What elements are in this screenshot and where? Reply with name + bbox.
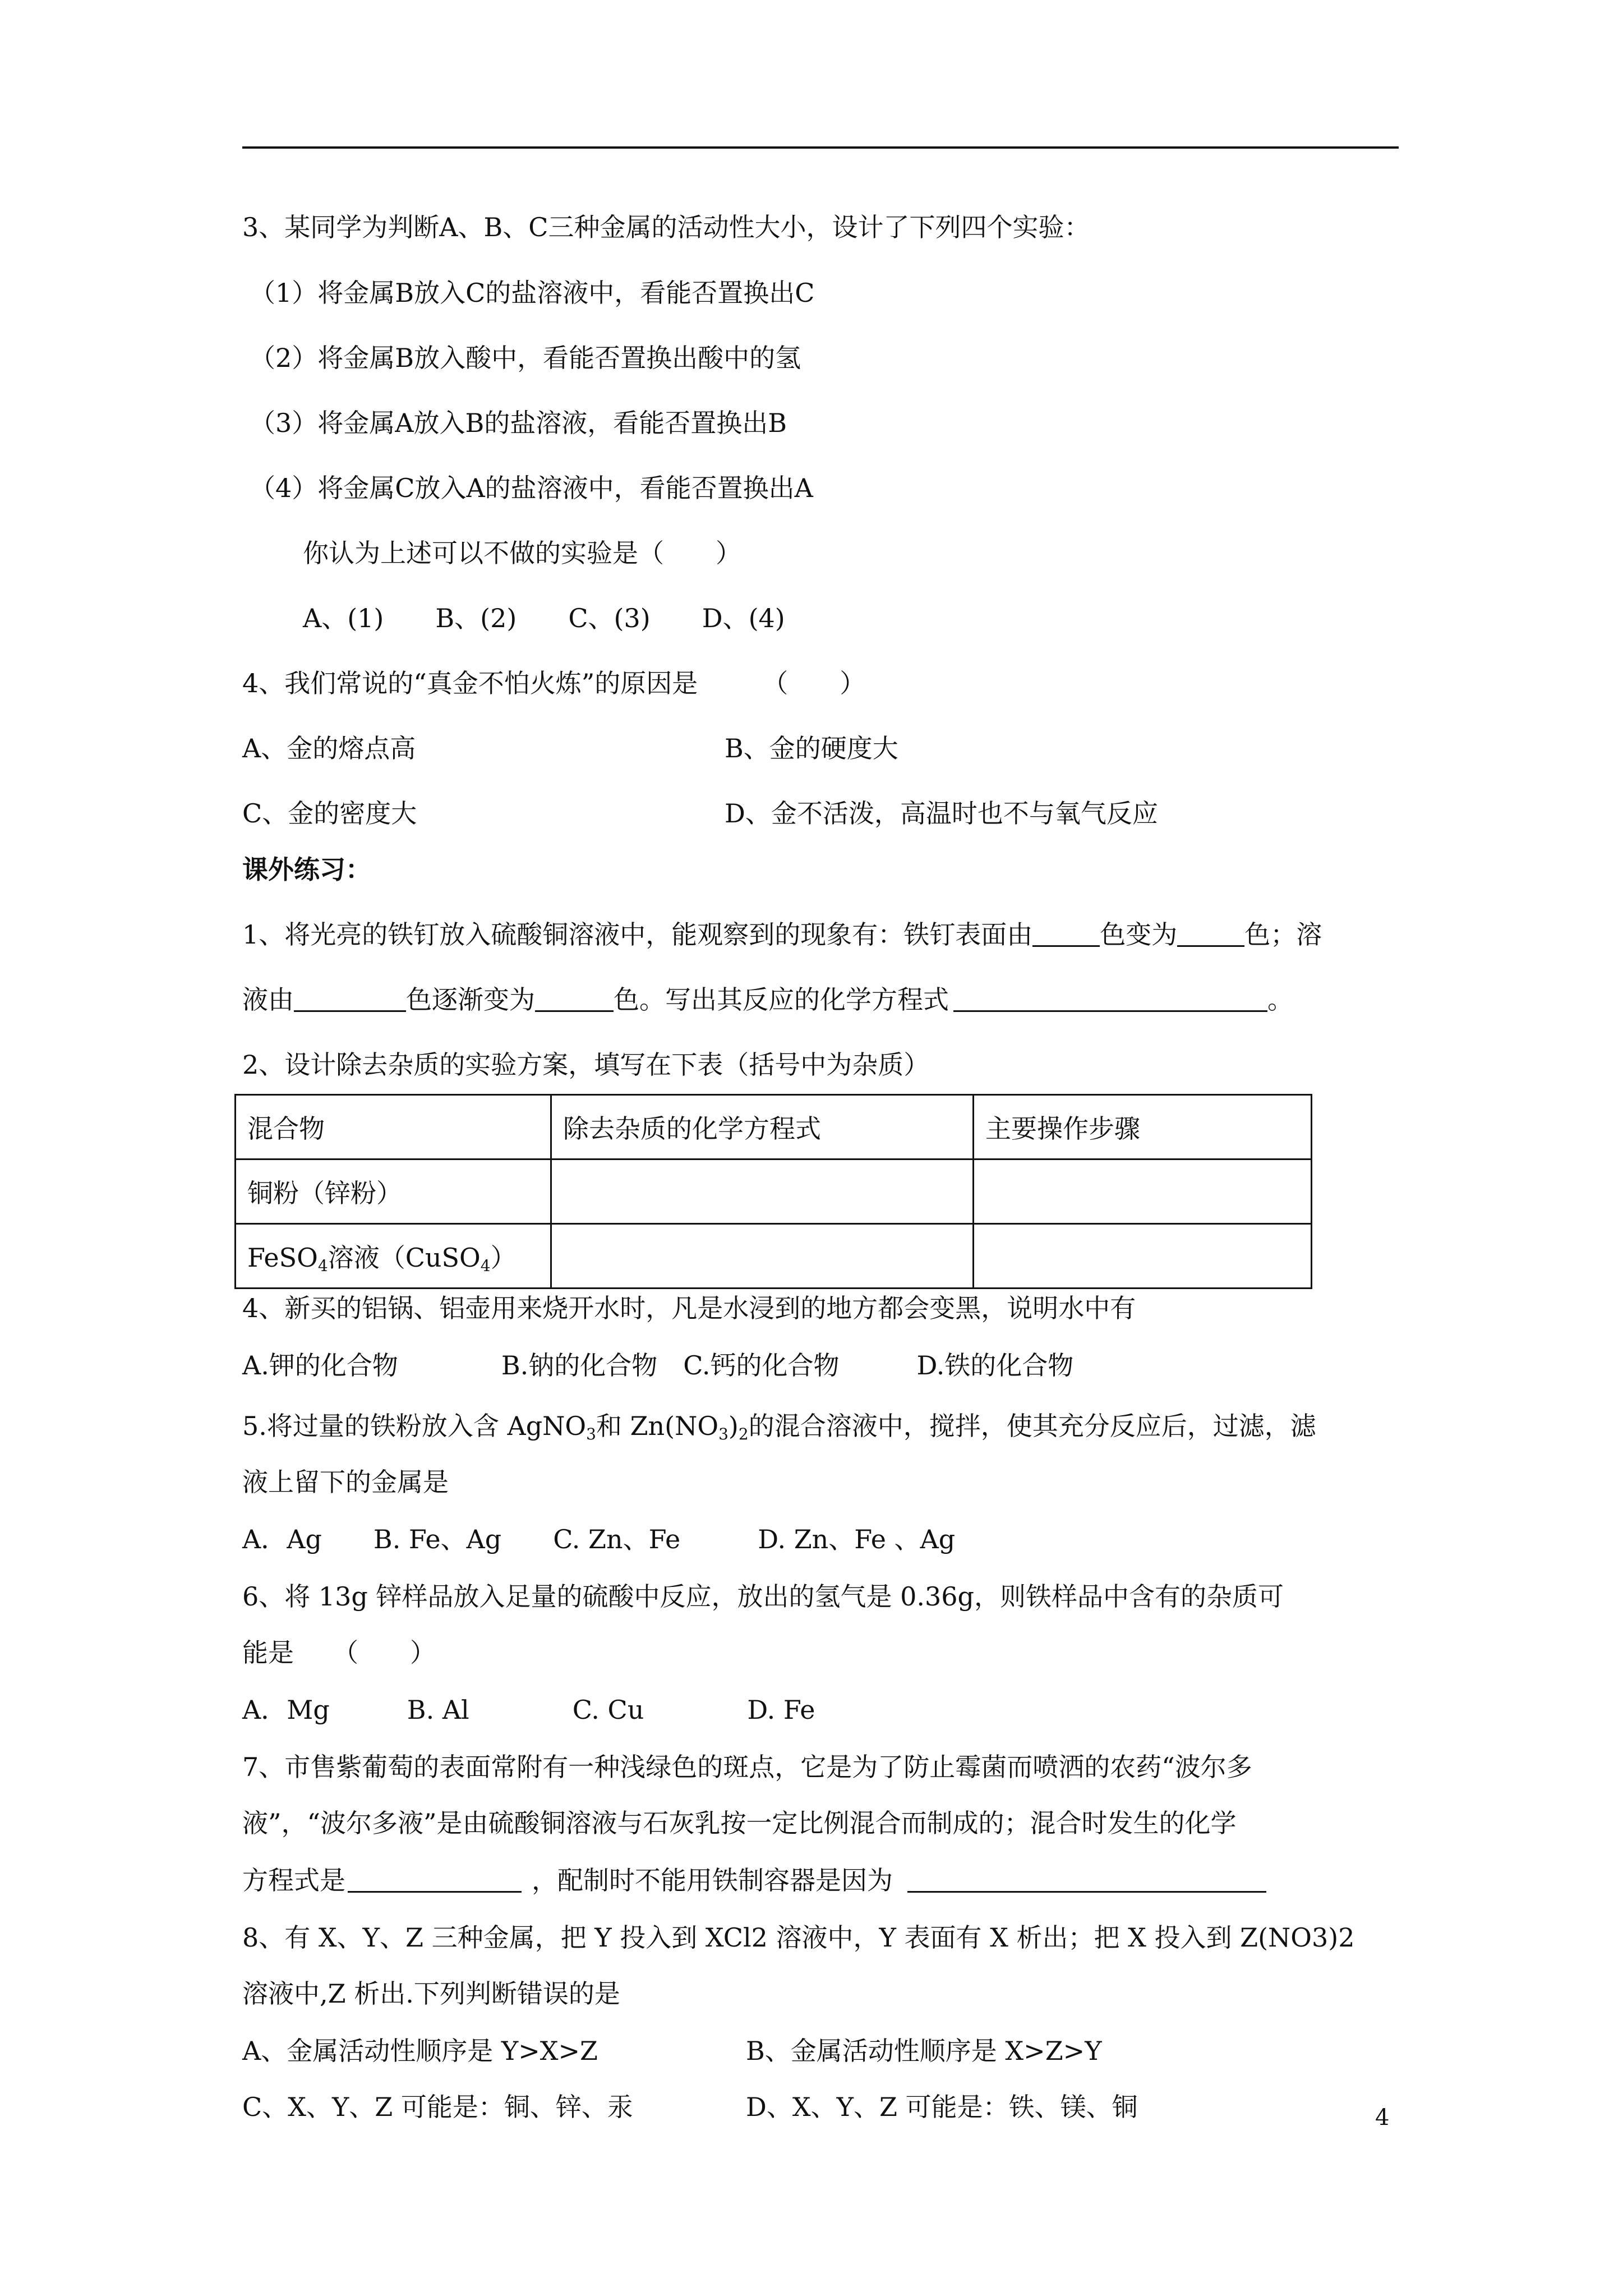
table-header-cell: 混合物 [236, 1095, 551, 1159]
formula-subscript: 3 [586, 1425, 596, 1443]
exercise-5-text: 和 Zn(NO [596, 1411, 719, 1441]
exercise-8-option-a: A、金属活动性顺序是 Y>X>Z [242, 2036, 598, 2066]
answer-blank[interactable] [294, 984, 406, 1012]
q3-question: 你认为上述可以不做的实验是（ ） [303, 538, 741, 568]
formula-text: FeSO [247, 1242, 318, 1273]
q4-option-b: B、金的硬度大 [725, 733, 898, 763]
exercise-1-text-f: 色。写出其反应的化学方程式 [614, 984, 949, 1015]
equation-blank[interactable] [348, 1865, 522, 1893]
table-cell-equation[interactable] [551, 1224, 974, 1289]
exercise-8-option-c: C、X、Y、Z 可能是：铜、锌、汞 [242, 2092, 633, 2122]
exercise-4-stem: 4、新买的铝锅、铝壶用来烧开水时，凡是水浸到的地方都会变黑，说明水中有 [242, 1293, 1136, 1323]
q3-experiment-4: （4）将金属C放入A的盐溶液中，看能否置换出A [250, 473, 813, 503]
q4-stem: 4、我们常说的“真金不怕火炼”的原因是 （ ） [242, 668, 866, 698]
exercise-7-text: ，配制时不能用铁制容器是因为 [532, 1865, 893, 1895]
section-title: 课外练习： [242, 854, 371, 885]
answer-blank[interactable] [1177, 919, 1244, 947]
exercise-5-line-1 [242, 1404, 1316, 1448]
table-cell-mixture [236, 1224, 551, 1289]
exercise-5-text: 的混合溶液中，搅拌，使其充分反应后，过滤，滤 [748, 1411, 1316, 1441]
exercise-1-text-b: 色变为 [1100, 919, 1178, 950]
exercise-7-line-1: 7、市售紫葡萄的表面常附有一种浅绿色的斑点，它是为了防止霉菌而喷洒的农药“波尔多 [242, 1752, 1252, 1782]
exercise-5-text: ) [728, 1411, 739, 1441]
answer-blank[interactable] [907, 1865, 1266, 1893]
exercise-1-line-1 [242, 912, 1322, 957]
exercise-7-text: 方程式是 [242, 1865, 345, 1895]
table-cell-steps[interactable] [974, 1224, 1312, 1289]
table-row [236, 1159, 1312, 1224]
exercise-1-text-c: 色；溶 [1244, 919, 1322, 950]
formula-subscript: 2 [738, 1425, 749, 1443]
table-cell-steps[interactable] [974, 1159, 1312, 1224]
table-row [236, 1224, 1312, 1289]
q4-option-d: D、金不活泼，高温时也不与氧气反应 [725, 798, 1158, 829]
q3-experiment-1: （1）将金属B放入C的盐溶液中，看能否置换出C [250, 278, 815, 308]
formula-text: ） [490, 1242, 517, 1273]
exercise-5-line-2: 液上留下的金属是 [242, 1467, 449, 1497]
q4-option-a: A、金的熔点高 [242, 733, 416, 763]
q3-stem: 3、某同学为判断A、B、C三种金属的活动性大小，设计了下列四个实验： [242, 212, 1090, 242]
exercise-6-line-1: 6、将 13g 锌样品放入足量的硫酸中反应，放出的氢气是 0.36g，则铁样品中含有的杂质可 [242, 1581, 1284, 1612]
exercise-6-options: A．Mg B. Al C. Cu D. Fe [242, 1695, 815, 1725]
exercise-6-line-2: 能是 （ ） [242, 1637, 436, 1668]
exercise-1-text-g: 。 [1267, 984, 1293, 1015]
equation-blank[interactable] [953, 984, 1267, 1012]
q3-options: A、(1) B、(2) C、(3) D、(4) [303, 603, 785, 633]
exercise-2-stem: 2、设计除去杂质的实验方案，填写在下表（括号中为杂质） [242, 1050, 930, 1080]
exercise-8-line-1: 8、有 X、Y、Z 三种金属，把 Y 投入到 XCl2 溶液中，Y 表面有 X 析出；把 X 投入到 Z(NO3)2 [242, 1922, 1355, 1953]
table-header-row [236, 1095, 1312, 1159]
exercise-1-line-2 [242, 977, 1293, 1022]
exercise-1-text-e: 色逐渐变为 [406, 984, 535, 1015]
exercise-7-line-3 [242, 1858, 1266, 1903]
page-number: 4 [1375, 2105, 1390, 2131]
exercise-5-text: 5.将过量的铁粉放入含 AgNO [242, 1411, 587, 1441]
answer-blank[interactable] [535, 984, 614, 1012]
table-cell-equation[interactable] [551, 1159, 974, 1224]
exercise-8-option-d: D、X、Y、Z 可能是：铁、镁、铜 [746, 2092, 1138, 2122]
exercise-7-line-2: 液”，“波尔多液”是由硫酸铜溶液与石灰乳按一定比例混合而制成的；混合时发生的化学 [242, 1808, 1237, 1838]
exercise-5-options: A．Ag B. Fe、Ag C. Zn、Fe D. Zn、Fe 、Ag [242, 1524, 956, 1554]
exercise-8-option-b: B、金属活动性顺序是 X>Z>Y [746, 2036, 1102, 2066]
q3-experiment-2: （2）将金属B放入酸中，看能否置换出酸中的氢 [250, 343, 801, 373]
table-header-cell: 除去杂质的化学方程式 [551, 1095, 974, 1159]
exercise-1-text-a: 1、将光亮的铁钉放入硫酸铜溶液中，能观察到的现象有：铁钉表面由 [242, 919, 1033, 950]
exercise-4-options: A.钾的化合物 B.钠的化合物 C.钙的化合物 D.铁的化合物 [242, 1350, 1074, 1381]
exercise-1-text-d: 液由 [242, 984, 294, 1015]
formula-subscript: 3 [718, 1425, 728, 1443]
q3-experiment-3: （3）将金属A放入B的盐溶液，看能否置换出B [250, 408, 787, 438]
formula-subscript: 4 [317, 1256, 328, 1275]
formula-text: 溶液（CuSO [328, 1242, 481, 1273]
impurity-table [234, 1094, 1312, 1289]
table-header-cell: 主要操作步骤 [974, 1095, 1312, 1159]
q4-option-c: C、金的密度大 [242, 798, 417, 829]
header-rule [242, 146, 1399, 149]
answer-blank[interactable] [1032, 919, 1100, 947]
table-cell-mixture: 铜粉（锌粉） [236, 1159, 551, 1224]
formula-subscript: 4 [480, 1256, 491, 1275]
exercise-8-line-2: 溶液中,Z 析出.下列判断错误的是 [242, 1978, 620, 2009]
